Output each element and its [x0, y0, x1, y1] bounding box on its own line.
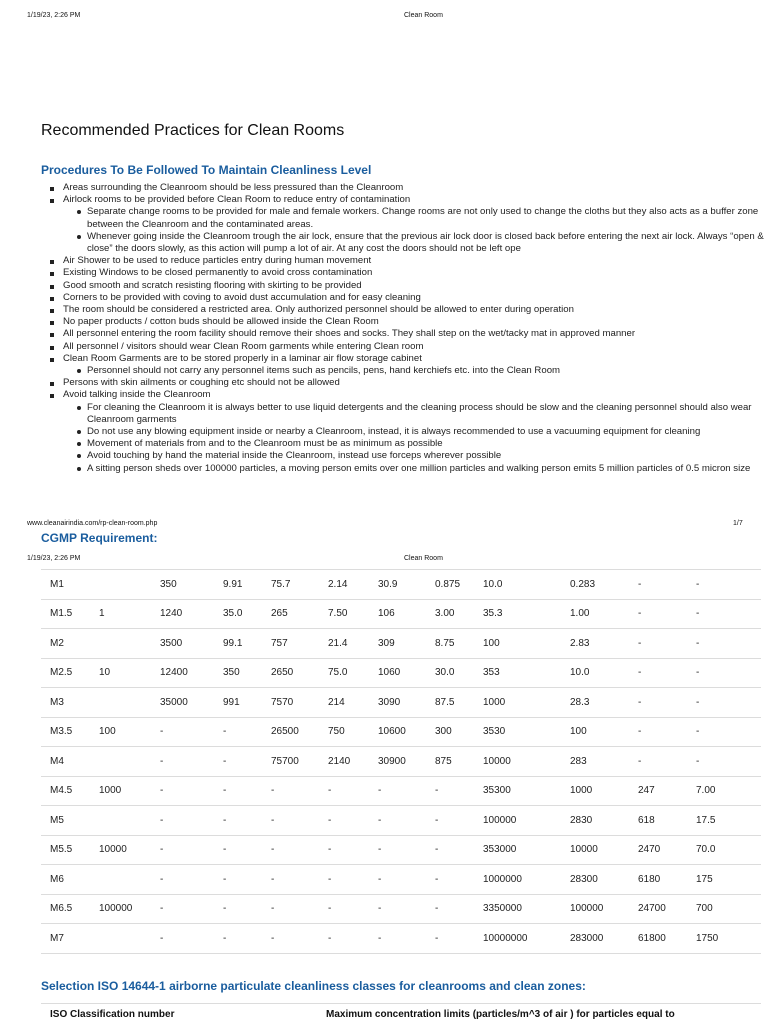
table-cell: 309 [369, 629, 426, 659]
table-cell: - [426, 776, 474, 806]
table-cell: 7570 [262, 688, 319, 718]
table-cell: - [151, 776, 214, 806]
table-cell: 6180 [629, 865, 687, 895]
table-cell: 100000 [90, 894, 151, 924]
table-cell: 100000 [561, 894, 629, 924]
table-cell: 750 [319, 717, 369, 747]
table-cell: - [369, 835, 426, 865]
table-cell: - [369, 776, 426, 806]
table-cell: 75.7 [262, 570, 319, 600]
table-cell: - [151, 747, 214, 777]
table-cell: M6.5 [41, 894, 90, 924]
table-cell: - [687, 629, 761, 659]
table-cell: 3530 [474, 717, 561, 747]
table-cell: 2140 [319, 747, 369, 777]
table-cell: 247 [629, 776, 687, 806]
table-cell: M1 [41, 570, 90, 600]
iso-col-classification: ISO Classification number [50, 1009, 175, 1020]
table-cell: 75700 [262, 747, 319, 777]
practice-text: All personnel / visitors should wear Clean Room garments while entering Clean room [63, 340, 424, 352]
page2-header-datetime: 1/19/23, 2:26 PM [27, 555, 81, 562]
table-cell: 7.50 [319, 599, 369, 629]
practice-text: The room should be considered a restricted area. Only authorized personnel should be allowed to enter during operation [63, 304, 574, 316]
table-row [41, 835, 761, 865]
table-row [41, 688, 761, 718]
table-cell: - [214, 835, 262, 865]
table-row [41, 924, 761, 954]
table-cell: 618 [629, 806, 687, 836]
table-cell [90, 865, 151, 895]
iso-heading: Selection ISO 14644-1 airborne particulate cleanliness classes for cleanrooms and clean zones: [41, 979, 586, 993]
table-cell: - [629, 717, 687, 747]
practice-subitem: Personnel should not carry any personnel items such as pencils, pens, hand kerchiefs etc. into the Clean Room [87, 365, 768, 377]
table-cell: 30900 [369, 747, 426, 777]
table-cell: M3 [41, 688, 90, 718]
table-cell: - [319, 776, 369, 806]
table-cell: 2470 [629, 835, 687, 865]
practice-subitem: Do not use any blowing equipment inside or nearby a Cleanroom, instead, it is always recommended to use a vacuuming equipment for cleaning [87, 426, 768, 438]
practice-sublist [63, 365, 768, 377]
table-cell: M5.5 [41, 835, 90, 865]
practice-text: Existing Windows to be closed permanently to avoid cross contamination [63, 267, 373, 279]
table-cell: - [629, 688, 687, 718]
table-cell: - [687, 717, 761, 747]
table-cell: - [426, 865, 474, 895]
practice-item [63, 267, 768, 279]
table-cell: 30.9 [369, 570, 426, 600]
table-row [41, 658, 761, 688]
table-cell: 1060 [369, 658, 426, 688]
table-cell: - [151, 806, 214, 836]
practice-subitem: Avoid touching by hand the material inside the Cleanroom, instead use forceps wherever possible [87, 450, 768, 462]
table-cell: - [214, 806, 262, 836]
table-row [41, 894, 761, 924]
practice-item [63, 292, 768, 304]
table-cell: 99.1 [214, 629, 262, 659]
table-cell [90, 747, 151, 777]
table-cell: - [262, 776, 319, 806]
table-cell: - [151, 894, 214, 924]
iso-table-header [41, 1003, 761, 1020]
table-cell: - [262, 865, 319, 895]
table-cell: 28.3 [561, 688, 629, 718]
practice-text: All personnel entering the room facility should remove their shoes and socks. They shall step on the wet/tacky mat in approved manner [63, 328, 636, 340]
practice-text: Good smooth and scratch resisting flooring with skirting to be provided [63, 279, 362, 291]
table-cell: - [687, 688, 761, 718]
practice-text: Airlock rooms to be provided before Clean Room to reduce entry of contamination [63, 194, 411, 206]
table-cell: - [214, 924, 262, 954]
table-cell: 10 [90, 658, 151, 688]
table-cell: 87.5 [426, 688, 474, 718]
table-cell: - [629, 570, 687, 600]
table-row [41, 865, 761, 895]
practice-text: No paper products / cotton buds should be allowed inside the Clean Room [63, 316, 379, 328]
procedures-list [41, 182, 768, 475]
table-cell: M2 [41, 629, 90, 659]
practice-item [63, 389, 768, 474]
table-cell: 21.4 [319, 629, 369, 659]
table-cell: 10.0 [474, 570, 561, 600]
table-cell: 10000000 [474, 924, 561, 954]
table-cell: - [629, 747, 687, 777]
table-cell: 1750 [687, 924, 761, 954]
table-cell: 100 [474, 629, 561, 659]
table-cell: 100 [90, 717, 151, 747]
table-cell: 1.00 [561, 599, 629, 629]
table-cell: - [319, 924, 369, 954]
table-cell: M4 [41, 747, 90, 777]
page2-header-title: Clean Room [404, 555, 443, 562]
table-cell: 350 [151, 570, 214, 600]
table-cell: 2.14 [319, 570, 369, 600]
table-cell [90, 629, 151, 659]
practice-item [63, 353, 768, 377]
table-cell: 1000 [474, 688, 561, 718]
table-cell: 12400 [151, 658, 214, 688]
practice-text: Clean Room Garments are to be stored properly in a laminar air flow storage cabinet [63, 352, 422, 364]
table-cell [90, 806, 151, 836]
table-cell: - [262, 835, 319, 865]
table-cell: - [426, 806, 474, 836]
table-cell: 17.5 [687, 806, 761, 836]
practice-item [63, 194, 768, 255]
table-cell: 700 [687, 894, 761, 924]
table-cell: M7 [41, 924, 90, 954]
table-cell: - [369, 924, 426, 954]
table-cell: 300 [426, 717, 474, 747]
table-cell: - [629, 599, 687, 629]
table-cell: 1000 [90, 776, 151, 806]
table-cell: 350 [214, 658, 262, 688]
table-row [41, 717, 761, 747]
table-cell: - [214, 894, 262, 924]
table-cell: - [151, 865, 214, 895]
practice-item [63, 304, 768, 316]
table-cell: - [262, 806, 319, 836]
table-cell: 10600 [369, 717, 426, 747]
practice-text: Areas surrounding the Cleanroom should be less pressured than the Cleanroom [63, 182, 404, 193]
table-row [41, 629, 761, 659]
table-row [41, 776, 761, 806]
table-cell: 10.0 [561, 658, 629, 688]
table-cell: 875 [426, 747, 474, 777]
table-cell: 991 [214, 688, 262, 718]
table-cell: 26500 [262, 717, 319, 747]
print-footer-page: 1/7 [733, 520, 743, 527]
table-cell: M1.5 [41, 599, 90, 629]
practice-subitem: Whenever going inside the Cleanroom trough the air lock, ensure that the previous air lock door is closed back before entering the next air lock. Always “open & close” the doors slowly, as this action will pump a lot of air. At any cost the doors should not be left ope [87, 231, 768, 255]
table-cell: M6 [41, 865, 90, 895]
table-row [41, 747, 761, 777]
practice-subitem: Separate change rooms to be provided for male and female workers. Change rooms are not only used to change the cloths but they also acts as a buffer zone between the Cleanroom and the contaminated areas. [87, 206, 768, 230]
practice-item [63, 377, 768, 389]
table-cell: 353000 [474, 835, 561, 865]
table-cell: - [369, 894, 426, 924]
table-cell: - [319, 894, 369, 924]
table-row [41, 570, 761, 600]
practice-item [63, 341, 768, 353]
table-cell: - [687, 599, 761, 629]
table-cell: 1240 [151, 599, 214, 629]
table-cell: 2650 [262, 658, 319, 688]
print-header-title: Clean Room [404, 12, 443, 19]
table-cell: 175 [687, 865, 761, 895]
table-cell: - [319, 865, 369, 895]
cgmp-heading: CGMP Requirement: [41, 531, 158, 545]
table-cell: - [629, 629, 687, 659]
table-cell: 75.0 [319, 658, 369, 688]
table-cell: - [369, 806, 426, 836]
page-title: Recommended Practices for Clean Rooms [41, 122, 345, 139]
table-cell: 353 [474, 658, 561, 688]
table-cell: 70.0 [687, 835, 761, 865]
table-row [41, 599, 761, 629]
table-cell: 8.75 [426, 629, 474, 659]
table-cell: - [214, 865, 262, 895]
table-cell: - [687, 658, 761, 688]
table-cell: 3500 [151, 629, 214, 659]
table-cell: 1 [90, 599, 151, 629]
table-cell: 35.0 [214, 599, 262, 629]
table-cell: 35000 [151, 688, 214, 718]
table-cell: - [629, 658, 687, 688]
practice-text: Avoid talking inside the Cleanroom [63, 389, 211, 401]
table-cell: 61800 [629, 924, 687, 954]
table-cell: 214 [319, 688, 369, 718]
table-cell: - [214, 717, 262, 747]
iso-col-concentration: Maximum concentration limits (particles/m^3 of air ) for particles equal to [326, 1009, 675, 1020]
print-footer-url: www.cleanairindia.com/rp-clean-room.php [27, 520, 158, 527]
table-cell: M2.5 [41, 658, 90, 688]
table-cell: - [151, 924, 214, 954]
table-cell: M3.5 [41, 717, 90, 747]
practice-item [63, 316, 768, 328]
table-cell: - [687, 570, 761, 600]
table-cell: 10000 [561, 835, 629, 865]
table-cell: - [426, 924, 474, 954]
table-cell: - [369, 865, 426, 895]
table-cell: 1000 [561, 776, 629, 806]
table-cell: - [214, 776, 262, 806]
table-cell: 265 [262, 599, 319, 629]
practice-subitem: For cleaning the Cleanroom it is always better to use liquid detergents and the cleaning process should be slow and the cleaning personnel should also wear Cleanroom garments [87, 402, 768, 426]
procedures-heading: Procedures To Be Followed To Maintain Cleanliness Level [41, 163, 372, 177]
table-cell [90, 924, 151, 954]
practice-sublist [63, 402, 768, 475]
table-cell [90, 688, 151, 718]
table-cell: - [151, 717, 214, 747]
table-cell: 7.00 [687, 776, 761, 806]
table-cell: 2830 [561, 806, 629, 836]
practice-item [63, 182, 768, 194]
table-cell: 30.0 [426, 658, 474, 688]
table-cell: 757 [262, 629, 319, 659]
table-cell: 283000 [561, 924, 629, 954]
table-cell: - [426, 835, 474, 865]
table-row [41, 806, 761, 836]
table-cell: 0.875 [426, 570, 474, 600]
cgmp-table [41, 569, 761, 954]
table-cell: - [687, 747, 761, 777]
table-cell: M4.5 [41, 776, 90, 806]
practice-text: Corners to be provided with coving to avoid dust accumulation and for easy cleaning [63, 291, 421, 303]
table-cell [90, 570, 151, 600]
table-cell: - [262, 924, 319, 954]
table-cell: 106 [369, 599, 426, 629]
table-cell: 3350000 [474, 894, 561, 924]
practice-item [63, 280, 768, 292]
practice-text: Air Shower to be used to reduce particles entry during human movement [63, 255, 372, 267]
table-cell: 2.83 [561, 629, 629, 659]
practice-subitem: A sitting person sheds over 100000 particles, a moving person emits over one million particles and walking person emits 5 million particles of 0.5 micron size [87, 463, 768, 475]
table-cell: M5 [41, 806, 90, 836]
table-cell: 100000 [474, 806, 561, 836]
table-cell: - [214, 747, 262, 777]
table-cell: 9.91 [214, 570, 262, 600]
table-cell: 35.3 [474, 599, 561, 629]
table-cell: - [262, 894, 319, 924]
table-cell: 24700 [629, 894, 687, 924]
table-cell: 1000000 [474, 865, 561, 895]
practice-item [63, 328, 768, 340]
table-cell: 0.283 [561, 570, 629, 600]
practice-subitem: Movement of materials from and to the Cleanroom must be as minimum as possible [87, 438, 768, 450]
table-cell: 28300 [561, 865, 629, 895]
table-cell: - [319, 806, 369, 836]
table-cell: - [426, 894, 474, 924]
table-cell: 10000 [90, 835, 151, 865]
print-header-datetime: 1/19/23, 2:26 PM [27, 12, 81, 19]
table-cell: 3.00 [426, 599, 474, 629]
table-cell: 3090 [369, 688, 426, 718]
practice-sublist [63, 206, 768, 255]
table-cell: - [151, 835, 214, 865]
table-cell: 35300 [474, 776, 561, 806]
practice-text: Persons with skin ailments or coughing etc should not be allowed [63, 377, 340, 389]
table-cell: 283 [561, 747, 629, 777]
practice-item [63, 255, 768, 267]
table-cell: 10000 [474, 747, 561, 777]
table-cell: 100 [561, 717, 629, 747]
table-cell: - [319, 835, 369, 865]
